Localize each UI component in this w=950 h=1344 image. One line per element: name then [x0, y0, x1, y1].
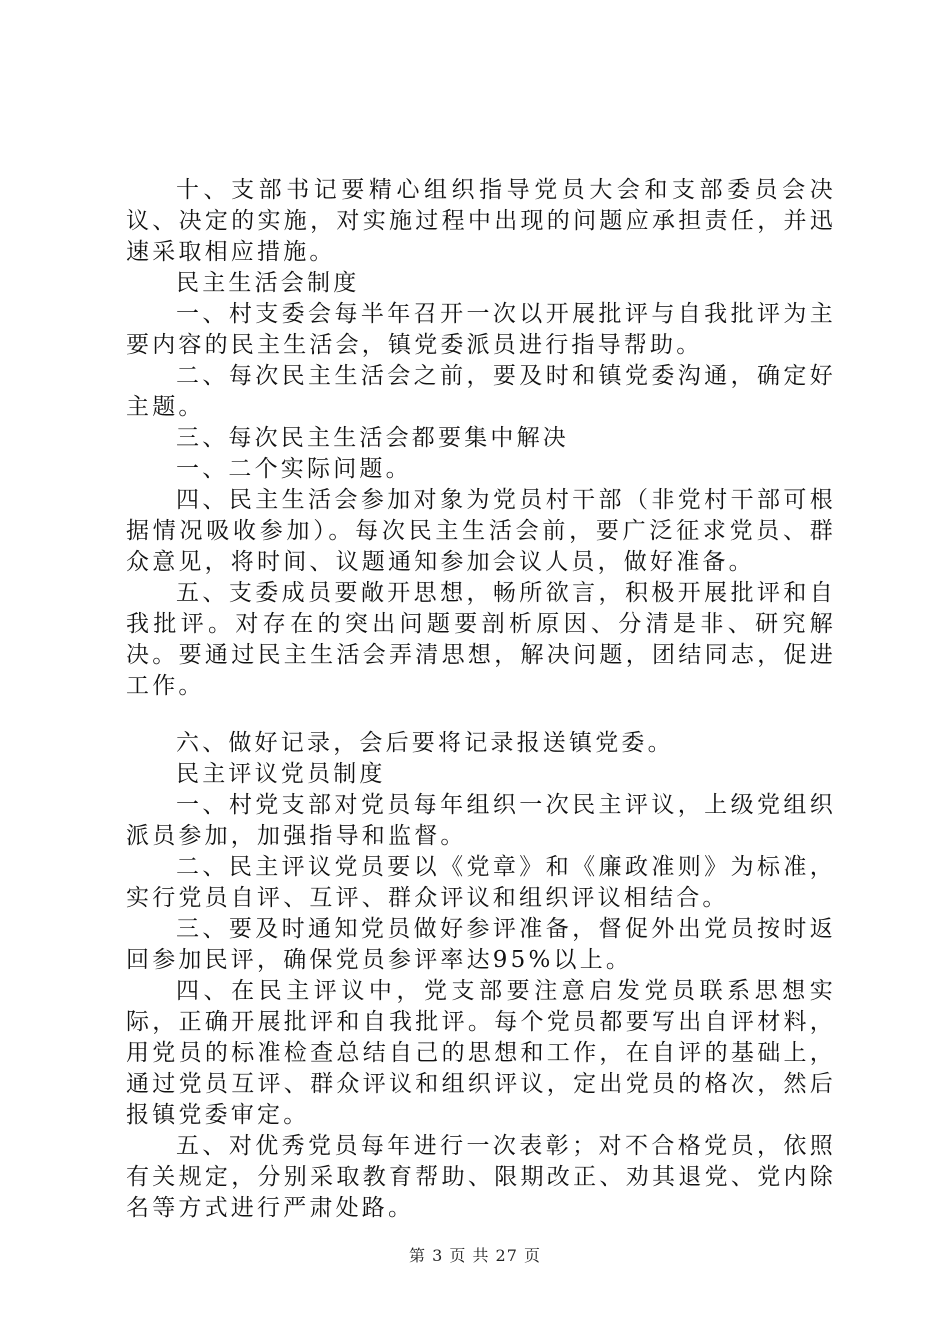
paragraph-evaluation-2: 二、民主评议党员要以《党章》和《廉政准则》为标准，实行党员自评、互评、群众评议和组织评议相结合。 — [126, 854, 836, 911]
document-body — [126, 175, 836, 1224]
paragraph-meeting-6: 六、做好记录，会后要将记录报送镇党委。 — [176, 730, 674, 756]
paragraph-meeting-1: 一、村支委会每半年召开一次以开展批评与自我批评为主要内容的民主生活会，镇党委派员进行指导帮助。 — [126, 301, 836, 358]
paragraph-item-10: 十、支部书记要精心组织指导党员大会和支部委员会决议、决定的实施，对实施过程中出现的问题应承担责任，并迅速采取相应措施。 — [126, 177, 836, 265]
paragraph-meeting-2: 二、每次民主生活会之前，要及时和镇党委沟通，确定好主题。 — [126, 363, 836, 420]
paragraph-meeting-5: 五、支委成员要敞开思想，畅所欲言，积极开展批评和自我批评。对存在的突出问题要剖析原因、分清是非、研究解决。要通过民主生活会弄清思想，解决问题，团结同志，促进工作。 — [126, 580, 836, 699]
page-number-footer: 第 3 页 共 27 页 — [409, 1246, 541, 1265]
paragraph-meeting-3: 三、每次民主生活会都要集中解决 — [176, 425, 569, 451]
paragraph-evaluation-5: 五、对优秀党员每年进行一次表彰；对不合格党员，依照有关规定，分别采取教育帮助、限期改正、劝其退党、党内除名等方式进行严肃处路。 — [126, 1133, 836, 1221]
section-heading-democratic-life-meeting: 民主生活会制度 — [176, 270, 360, 296]
paragraph-evaluation-3: 三、要及时通知党员做好参评准备，督促外出党员按时返回参加民评，确保党员参评率达95%以上。 — [126, 916, 836, 973]
section-heading-member-evaluation: 民主评议党员制度 — [176, 761, 386, 787]
paragraph-meeting-4: 四、民主生活会参加对象为党员村干部（非党村干部可根据情况吸收参加）。每次民主生活会前，要广泛征求党员、群众意见，将时间、议题通知参加会议人员，做好准备。 — [126, 487, 836, 575]
paragraph-meeting-3-continued: 一、二个实际问题。 — [176, 456, 412, 482]
paragraph-evaluation-1: 一、村党支部对党员每年组织一次民主评议，上级党组织派员参加，加强指导和监督。 — [126, 792, 836, 849]
paragraph-evaluation-4: 四、在民主评议中，党支部要注意启发党员联系思想实际，正确开展批评和自我批评。每个党员都要写出自评材料，用党员的标准检查总结自己的思想和工作，在自评的基础上，通过党员互评、群众评议和组织评议，定出党员的格次，然后报镇党委审定。 — [126, 978, 836, 1128]
